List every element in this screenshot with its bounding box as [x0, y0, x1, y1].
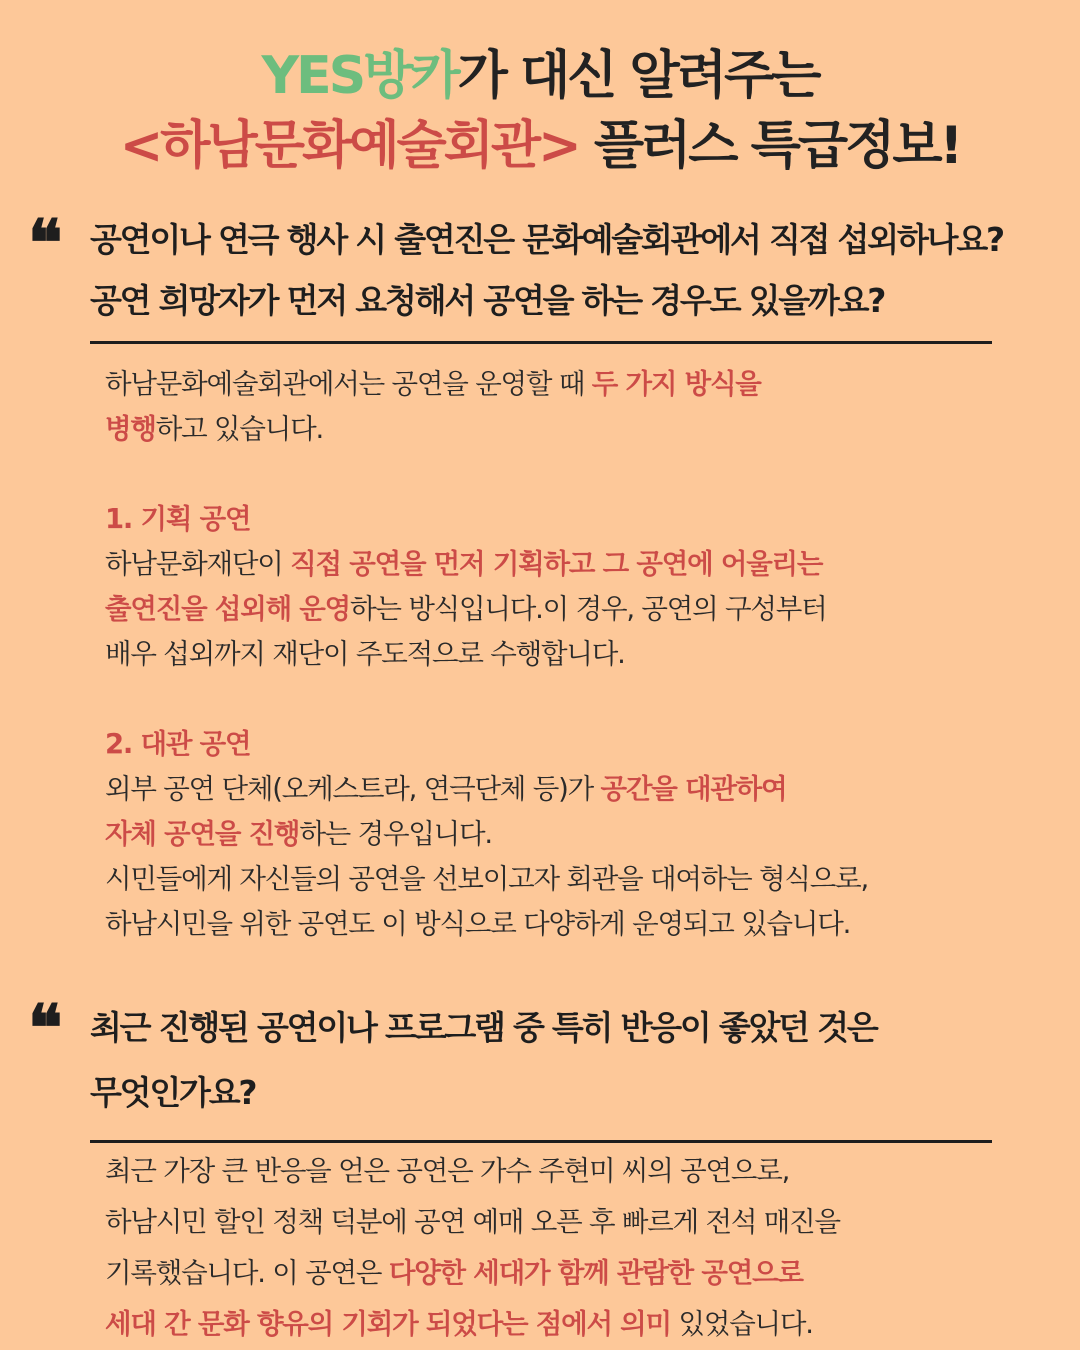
answer-text: 시민들에게 자신들의 공연을 선보이고자 회관을 대여하는 형식으로,	[105, 863, 869, 895]
question-1-line1: 공연이나 연극 행사 시 출연진은 문화예술회관에서 직접 섭외하나요?	[90, 220, 1003, 259]
brand-name: YES방카	[261, 46, 458, 106]
section-title-1: 1. 기획 공연	[105, 503, 251, 535]
answer-text: 기록했습니다. 이 공연은	[105, 1257, 389, 1289]
answer-text: 최근 가장 큰 반응을 얻은 공연은 가수 주현미 씨의 공연으로,	[105, 1155, 790, 1187]
answer-highlight: 두 가지 방식을	[591, 368, 761, 400]
answer-highlight: 세대 간 문화 향유의 기회가 되었다는 점에서 의미	[105, 1308, 671, 1340]
answer-text: 하는 방식입니다.이 경우, 공연의 구성부터	[350, 593, 827, 625]
answer-text: 배우 섭외까지 재단이 주도적으로 수행합니다.	[105, 638, 625, 670]
page-title-line1	[0, 44, 1080, 108]
section-title-2: 2. 대관 공연	[105, 728, 251, 760]
answer-highlight: 공간을 대관하여	[600, 773, 787, 805]
title-line2-text: 플러스 특급정보!	[578, 116, 961, 176]
answer-text: 외부 공연 단체(오케스트라, 연극단체 등)가	[105, 773, 601, 805]
answer-1	[105, 362, 868, 947]
answer-highlight: 자체 공연을 진행	[105, 818, 300, 850]
quote-icon: ❝	[28, 991, 63, 1066]
answer-text: 하남시민 할인 정책 덕분에 공연 예매 오픈 후 빠르게 전석 매진을	[105, 1206, 840, 1238]
quote-icon: ❝	[28, 206, 63, 281]
answer-text: 하남문화예술회관에서는 공연을 운영할 때	[105, 368, 592, 400]
answer-highlight: 다양한 세대가 함께 관람한 공연으로	[388, 1257, 803, 1289]
title-line1-text: 가 대신 알려주는	[457, 46, 819, 106]
answer-highlight: 직접 공연을 먼저 기획하고 그 공연에 어울리는	[290, 548, 823, 580]
venue-name: <하남문화예술회관>	[119, 116, 579, 176]
page-title-line2	[0, 114, 1080, 178]
question-2-line1: 최근 진행된 공연이나 프로그램 중 특히 반응이 좋았던 것은	[90, 1008, 877, 1047]
answer-highlight: 병행	[105, 413, 156, 445]
question-1-line2: 공연 희망자가 먼저 요청해서 공연을 하는 경우도 있을까요?	[90, 281, 885, 320]
question-2-line2: 무엇인가요?	[90, 1073, 256, 1112]
answer-text: 하남시민을 위한 공연도 이 방식으로 다양하게 운영되고 있습니다.	[105, 908, 851, 940]
divider	[90, 1140, 992, 1143]
divider	[90, 341, 992, 344]
answer-text: 하남문화재단이	[105, 548, 291, 580]
answer-text: 있었습니다.	[670, 1308, 813, 1340]
answer-text: 하고 있습니다.	[155, 413, 324, 445]
answer-highlight: 출연진을 섭외해 운영	[105, 593, 351, 625]
answer-2	[105, 1146, 840, 1350]
answer-text: 하는 경우입니다.	[299, 818, 492, 850]
